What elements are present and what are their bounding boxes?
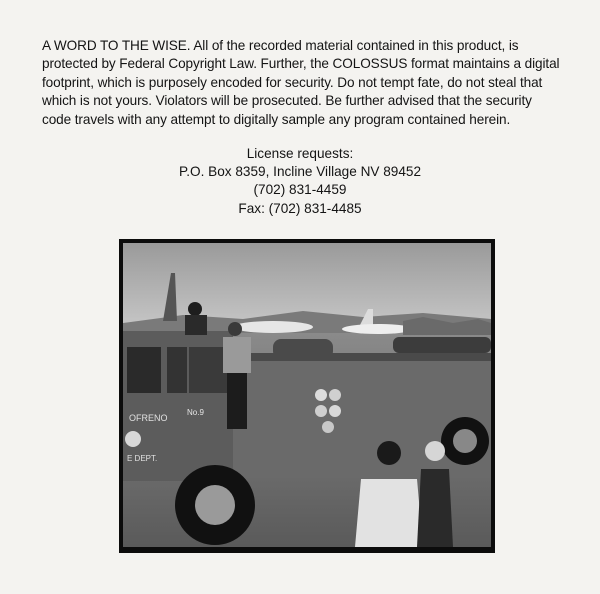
copyright-notice: A WORD TO THE WISE. All of the recorded material contained in this product, is protected by Federal Copyright Law. Further, the COLOSSUS format maintains a digital footprint, which is purposely encoded for security. Do not tempt fate, do not steal that which is not yours. Violators will be prosecuted. Be further advised that the security code travels with any attempt to digitally sample any program contained herein. — [42, 38, 560, 127]
hose-roll — [273, 339, 333, 359]
fireman-legs — [227, 373, 247, 429]
gauge-dial — [322, 421, 334, 433]
spectator-head — [377, 441, 401, 465]
front-wheel-hub — [195, 485, 235, 525]
license-address: P.O. Box 8359, Incline Village NV 89452 — [178, 164, 422, 180]
fireman-head — [188, 302, 202, 316]
truck-number: No.9 — [187, 408, 204, 417]
hose-reel — [393, 337, 491, 353]
rear-wheel-hub — [453, 429, 477, 453]
door-text-top: OFRENO — [129, 413, 168, 423]
cab-window-right — [189, 347, 227, 393]
gauge-dial — [315, 405, 327, 417]
spectator-shirt — [355, 479, 423, 547]
fire-truck-photo — [119, 239, 495, 553]
license-fax: Fax: (702) 831-4485 — [238, 200, 362, 216]
gauge-dial — [329, 405, 341, 417]
license-info — [0, 145, 600, 218]
cab-window-mid — [167, 347, 187, 393]
truck-rail — [233, 353, 491, 361]
gauge-dial — [329, 389, 341, 401]
door-text-bottom: E DEPT. — [127, 454, 158, 463]
spectator-cap — [425, 441, 445, 461]
gauge-dial — [315, 389, 327, 401]
license-heading: License requests: — [246, 146, 354, 161]
fireman-shirt — [223, 337, 251, 373]
fireman-body — [185, 315, 207, 335]
license-phone: (702) 831-4459 — [253, 182, 347, 198]
fireman-head — [228, 322, 242, 336]
photo-illustration — [123, 243, 491, 547]
door-emblem — [125, 431, 141, 447]
aircraft-fuselage — [233, 321, 313, 333]
spectator-jacket — [417, 469, 453, 547]
cab-window-left — [127, 347, 161, 393]
